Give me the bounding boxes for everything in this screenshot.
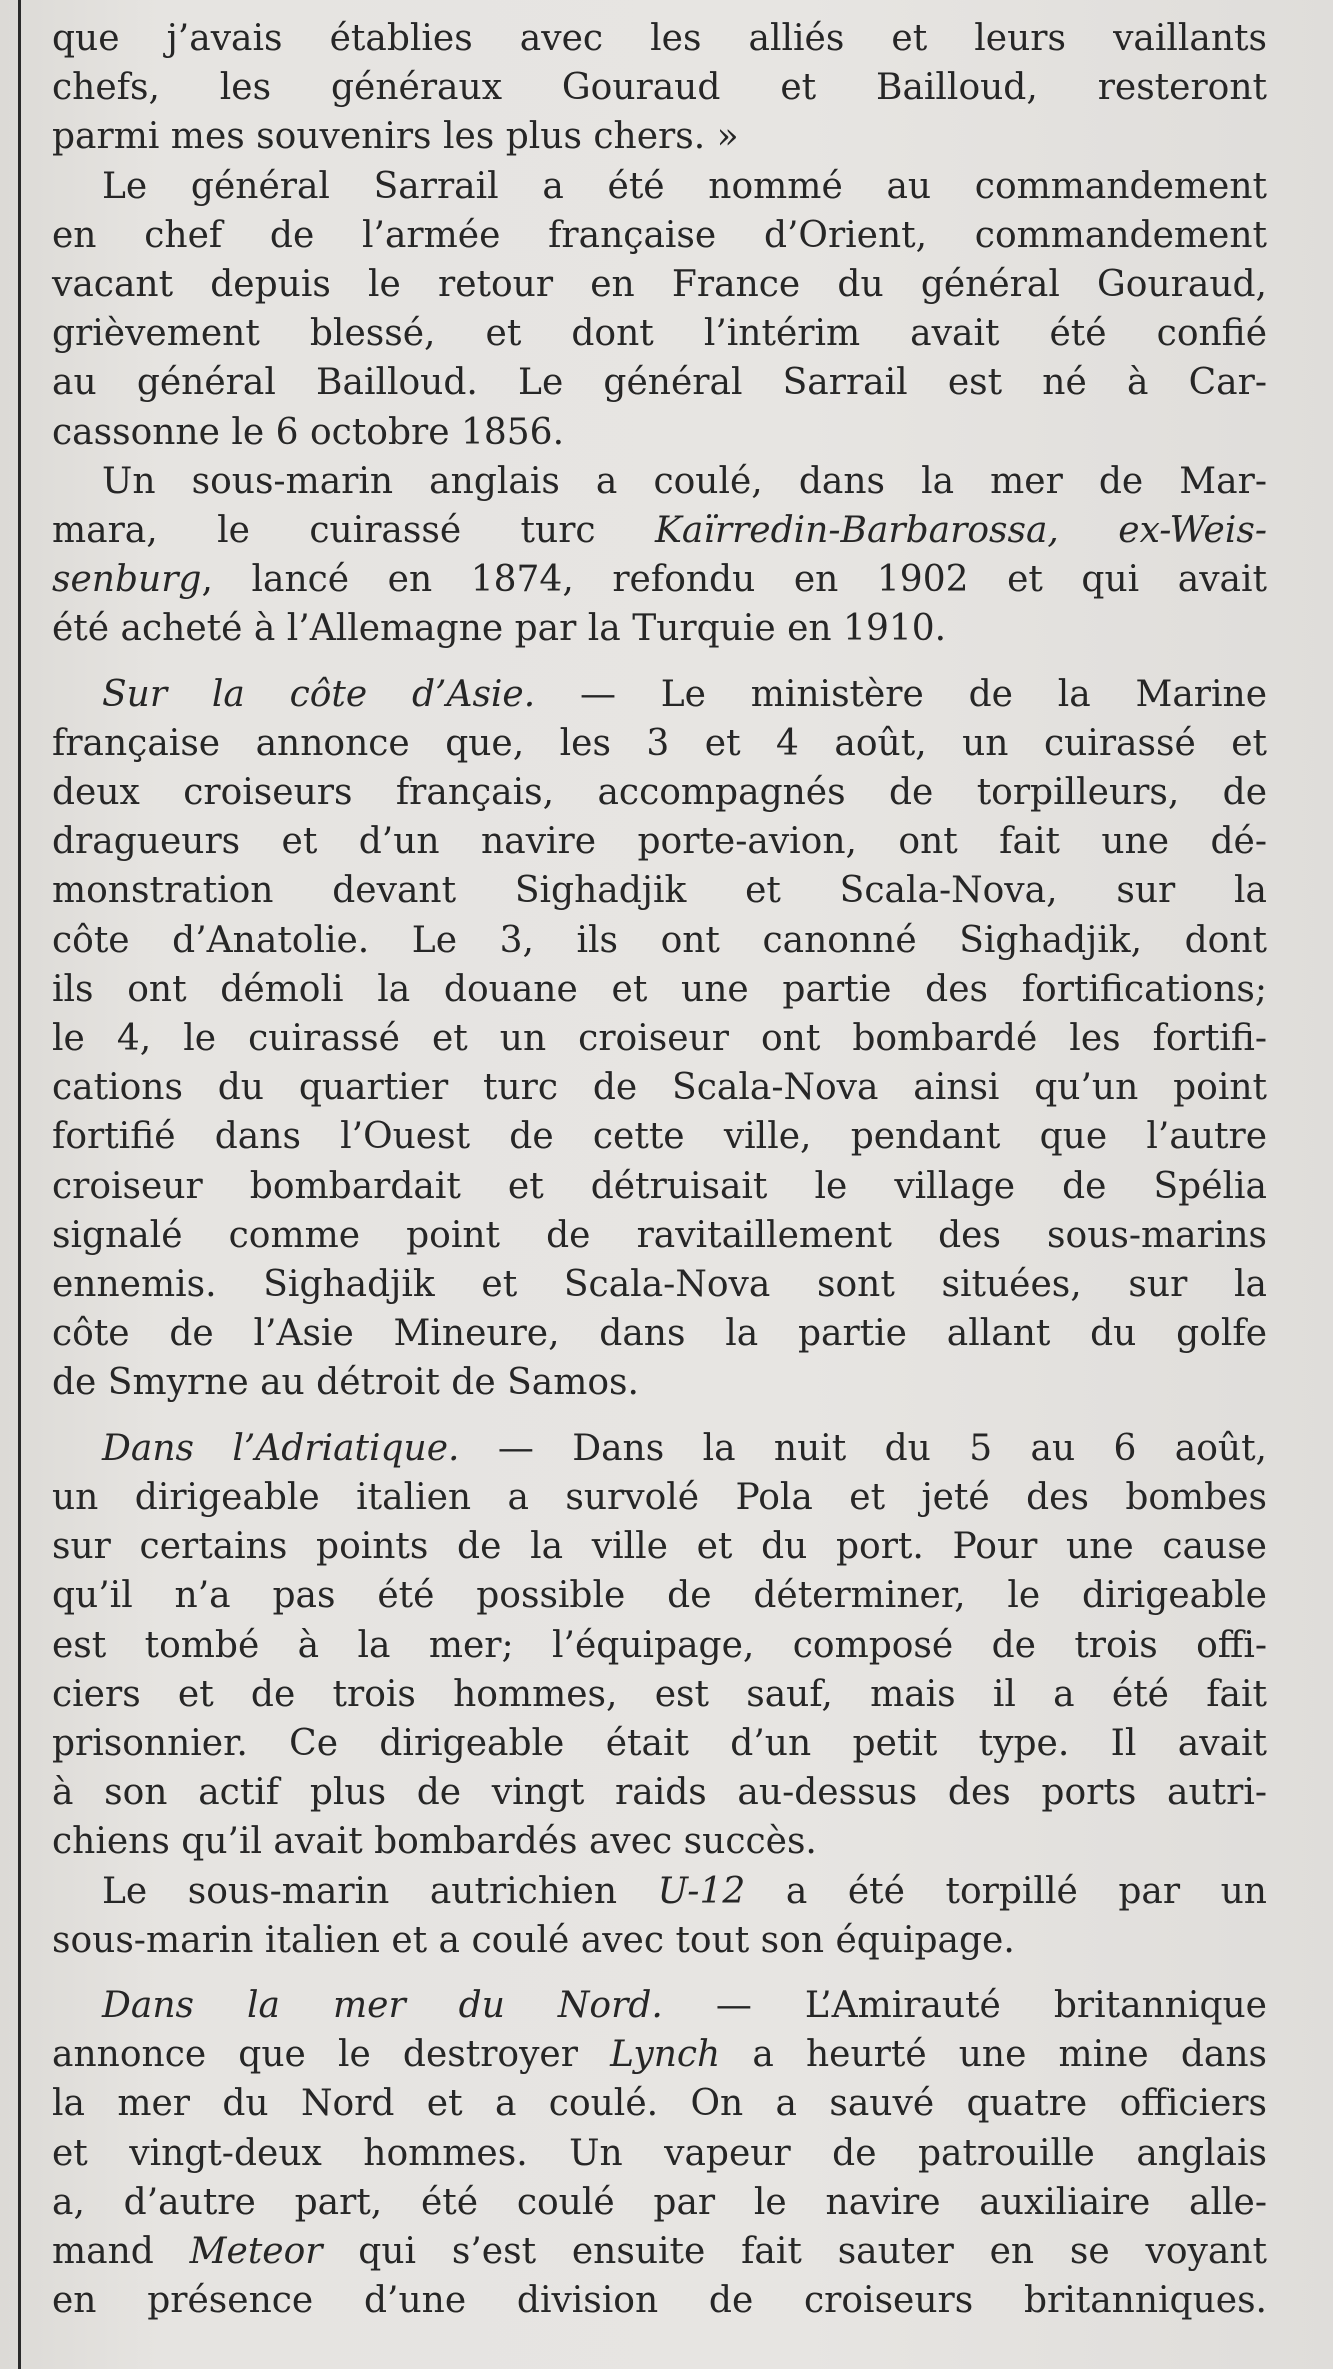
- text-line: chiens qu’il avait bombardés avec succès.: [52, 1821, 817, 1863]
- text-line: [52, 2227, 1267, 2276]
- text-line: côte de l’Asie Mineure, dans la partie allant du golfe: [52, 1313, 1267, 1355]
- text-fragment: mand: [52, 2230, 190, 2272]
- ship-former-name: ex-Weis-: [1118, 510, 1267, 552]
- text-line: prisonnier. Ce dirigeable était d’un petit type. Il avait: [52, 1722, 1267, 1764]
- text-line: en présence d’une division de croiseurs britanniques.: [52, 2280, 1267, 2322]
- text-fragment: a été torpillé par un: [745, 1870, 1267, 1912]
- text-line: [52, 2030, 1267, 2079]
- text-line: chefs, les généraux Gouraud et Bailloud, resteront: [52, 67, 1267, 109]
- paragraph-north-sea: [52, 1981, 1267, 2325]
- paragraph-adriatic: [52, 1424, 1267, 1867]
- text-line: été acheté à l’Allemagne par la Turquie en 1910.: [52, 608, 947, 650]
- text-line: [52, 670, 1267, 719]
- text-line: au général Bailloud. Le général Sarrail est né à Car-: [52, 362, 1267, 404]
- text-line: en chef de l’armée française d’Orient, commandement: [52, 214, 1267, 256]
- text-line: qu’il n’a pas été possible de déterminer, le dirigeable: [52, 1575, 1267, 1617]
- text-line: a, d’autre part, été coulé par le navire auxiliaire alle-: [52, 2181, 1267, 2223]
- text-line: le 4, le cuirassé et un croiseur ont bombardé les fortifi-: [52, 1018, 1267, 1060]
- column-rule: [18, 0, 21, 2369]
- auxiliary-ship-name: Meteor: [189, 2230, 323, 2272]
- text-line: [52, 1424, 1267, 1473]
- paragraph-submarine-marmara: [52, 457, 1267, 654]
- ship-former-name-end: senburg: [52, 559, 202, 601]
- text-line: signalé comme point de ravitaillement des sous-marins: [52, 1214, 1267, 1256]
- text-fragment: — L’Amirauté britannique: [662, 1984, 1267, 2026]
- text-line: ennemis. Sighadjik et Scala-Nova sont situées, sur la: [52, 1264, 1267, 1306]
- text-line: [52, 1867, 1267, 1916]
- text-line: ciers et de trois hommes, est sauf, mais il a été fait: [52, 1673, 1267, 1715]
- text-line: dragueurs et d’un navire porte-avion, ont fait une dé-: [52, 821, 1267, 863]
- text-column: [52, 14, 1267, 2325]
- section-heading: Dans la mer du Nord.: [102, 1984, 663, 2026]
- section-heading: Sur la côte d’Asie.: [102, 673, 536, 715]
- text-fragment: qui s’est ensuite fait sauter en se voyant: [322, 2230, 1267, 2272]
- text-line: à son actif plus de vingt raids au-dessus des ports autri-: [52, 1772, 1267, 1814]
- text-line: monstration devant Sighadjik et Scala-Nova, sur la: [52, 870, 1267, 912]
- text-line: et vingt-deux hommes. Un vapeur de patrouille anglais: [52, 2132, 1267, 2174]
- text-line: côte d’Anatolie. Le 3, ils ont canonné Sighadjik, dont: [52, 919, 1267, 961]
- text-line: parmi mes souvenirs les plus chers. »: [52, 116, 739, 158]
- paragraph-sarrail: [52, 162, 1267, 457]
- text-line: que j’avais établies avec les alliés et leurs vaillants: [52, 18, 1267, 59]
- text-line: [52, 555, 1267, 604]
- text-line: la mer du Nord et a coulé. On a sauvé quatre officiers: [52, 2083, 1267, 2125]
- submarine-name: U-12: [657, 1870, 746, 1912]
- text-fragment: mara, le cuirassé turc: [52, 510, 655, 552]
- paragraph-austrian-submarine: [52, 1867, 1267, 1965]
- text-fragment: — Dans la nuit du 5 au 6 août,: [459, 1427, 1267, 1469]
- text-line: Un sous-marin anglais a coulé, dans la mer de Mar-: [102, 460, 1267, 502]
- text-line: cassonne le 6 octobre 1856.: [52, 411, 565, 453]
- text-fragment: , lancé en 1874, refondu en 1902 et qui avait: [201, 559, 1267, 601]
- text-line: est tombé à la mer; l’équipage, composé de trois offi-: [52, 1624, 1267, 1666]
- text-line: [52, 1981, 1267, 2030]
- text-line: [52, 506, 1267, 555]
- text-line: vacant depuis le retour en France du général Gouraud,: [52, 264, 1267, 306]
- text-line: deux croiseurs français, accompagnés de torpilleurs, de: [52, 772, 1267, 814]
- text-fragment: Le sous-marin autrichien: [102, 1870, 658, 1912]
- ship-name: Kaïrredin-Barbarossa,: [655, 510, 1059, 552]
- text-line: Le général Sarrail a été nommé au commandement: [102, 165, 1267, 207]
- section-heading: Dans l’Adriatique.: [102, 1427, 460, 1469]
- paragraph-continuation: [52, 14, 1267, 162]
- text-line: cations du quartier turc de Scala-Nova ainsi qu’un point: [52, 1067, 1267, 1109]
- text-line: fortifié dans l’Ouest de cette ville, pendant que l’autre: [52, 1116, 1267, 1158]
- text-fragment: — Le ministère de la Marine: [535, 673, 1267, 715]
- text-fragment: annonce que le destroyer: [52, 2034, 611, 2076]
- text-line: un dirigeable italien a survolé Pola et jeté des bombes: [52, 1476, 1267, 1518]
- text-line: grièvement blessé, et dont l’intérim avait été confié: [52, 313, 1267, 355]
- text-line: sous-marin italien et a coulé avec tout son équipage.: [52, 1919, 1015, 1961]
- text-line: croiseur bombardait et détruisait le village de Spélia: [52, 1165, 1267, 1207]
- text-line: de Smyrne au détroit de Samos.: [52, 1362, 639, 1404]
- destroyer-name: Lynch: [610, 2034, 721, 2076]
- text-line: française annonce que, les 3 et 4 août, un cuirassé et: [52, 722, 1267, 764]
- text-fragment: a heurté une mine dans: [720, 2034, 1268, 2076]
- paragraph-asia-coast: [52, 670, 1267, 1408]
- text-line: ils ont démoli la douane et une partie des fortifications;: [52, 968, 1267, 1010]
- text-line: sur certains points de la ville et du port. Pour une cause: [52, 1526, 1267, 1568]
